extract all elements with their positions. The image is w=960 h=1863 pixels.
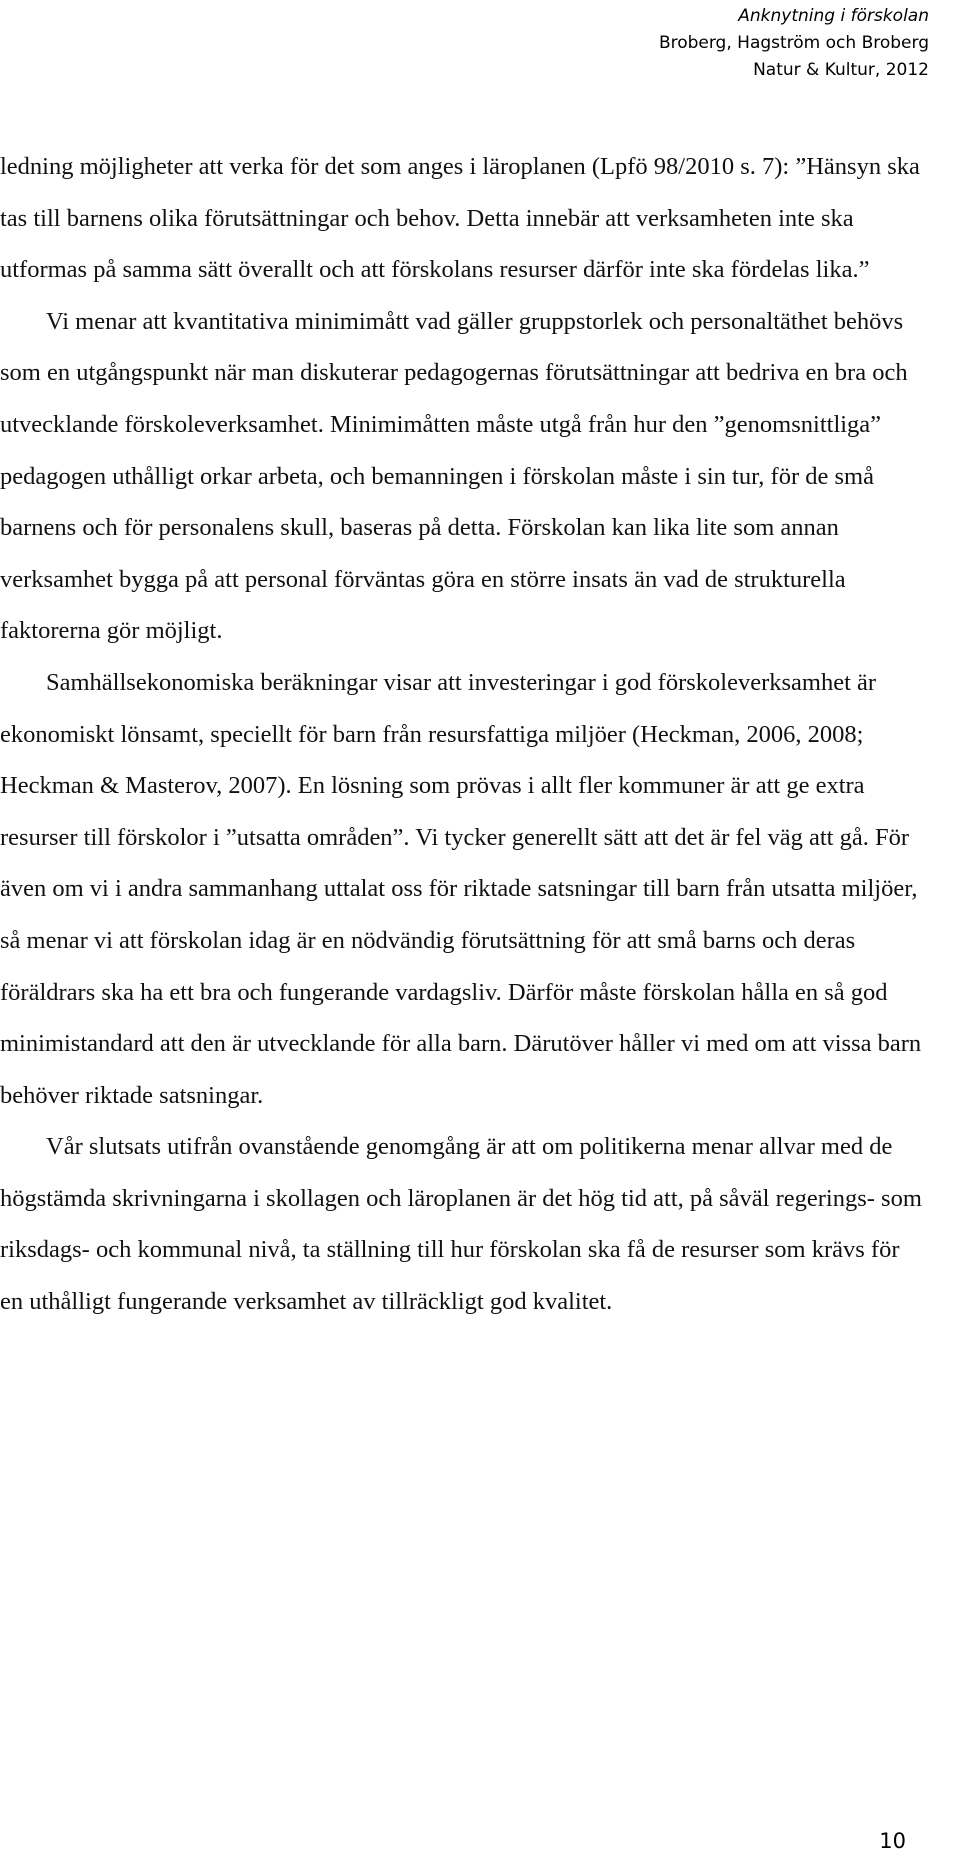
running-header [659, 3, 929, 84]
body-text [0, 141, 925, 1328]
paragraph-4: Vår slutsats utifrån ovanstående genomgång är att om politikerna menar allvar med de högstämda skrivningarna i skollagen och läroplanen är det hög tid att, på såväl regerings- som riksdags- och kommunal nivå, ta ställning till hur förskolan ska få de resurser som krävs för en uthålligt fungerande verksamhet av tillräckligt god kvalitet. [0, 1133, 922, 1316]
page-number: 10 [879, 1829, 906, 1853]
header-authors: Broberg, Hagström och Broberg [658, 33, 929, 53]
paragraph-2: Vi menar att kvantitativa minimimått vad gäller gruppstorlek och personaltäthet behövs som en utgångspunkt när man diskuterar pedagogernas förutsättningar att bedriva en bra och utvecklande förskoleverksamhet. Minimimåtten måste utgå från hur den ”genomsnittliga” pedagogen uthålligt orkar arbeta, och bemanningen i förskolan måste i sin tur, för de små barnens och för personalens skull, baseras på detta. Förskolan kan lika lite som annan verksamhet bygga på att personal förväntas göra en större insats än vad de strukturella faktorerna gör möjligt. [0, 307, 908, 645]
header-publisher: Natur & Kultur, 2012 [753, 60, 929, 80]
paragraph-1: ledning möjligheter att verka för det som anges i läroplanen (Lpfö 98/2010 s. 7): ”Hänsyn ska tas till barnens olika förutsättningar och behov. Detta innebär att verksamheten inte ska utformas på samma sätt överallt och att förskolans resurser därför inte ska fördelas lika.” [0, 153, 920, 284]
header-book-title: Anknytning i förskolan [738, 6, 929, 26]
paragraph-3: Samhällsekonomiska beräkningar visar att investeringar i god förskoleverksamhet är ekonomiskt lönsamt, speciellt för barn från resursfattiga miljöer (Heckman, 2006, 2008; Heckman & Masterov, 2007). En lösning som prövas i allt fler kommuner är att ge extra resurser till förskolor i ”utsatta områden”. Vi tycker generellt sätt att det är fel väg att gå. För även om vi i andra sammanhang uttalat oss för riktade satsningar till barn från utsatta miljöer, så menar vi att förskolan idag är en nödvändig förutsättning för att små barns och deras föräldrars ska ha ett bra och fungerande vardagsliv. Därför måste förskolan hålla en så god minimistandard att den är utvecklande för alla barn. Därutöver håller vi med om att vissa barn behöver riktade satsningar. [0, 668, 922, 1109]
